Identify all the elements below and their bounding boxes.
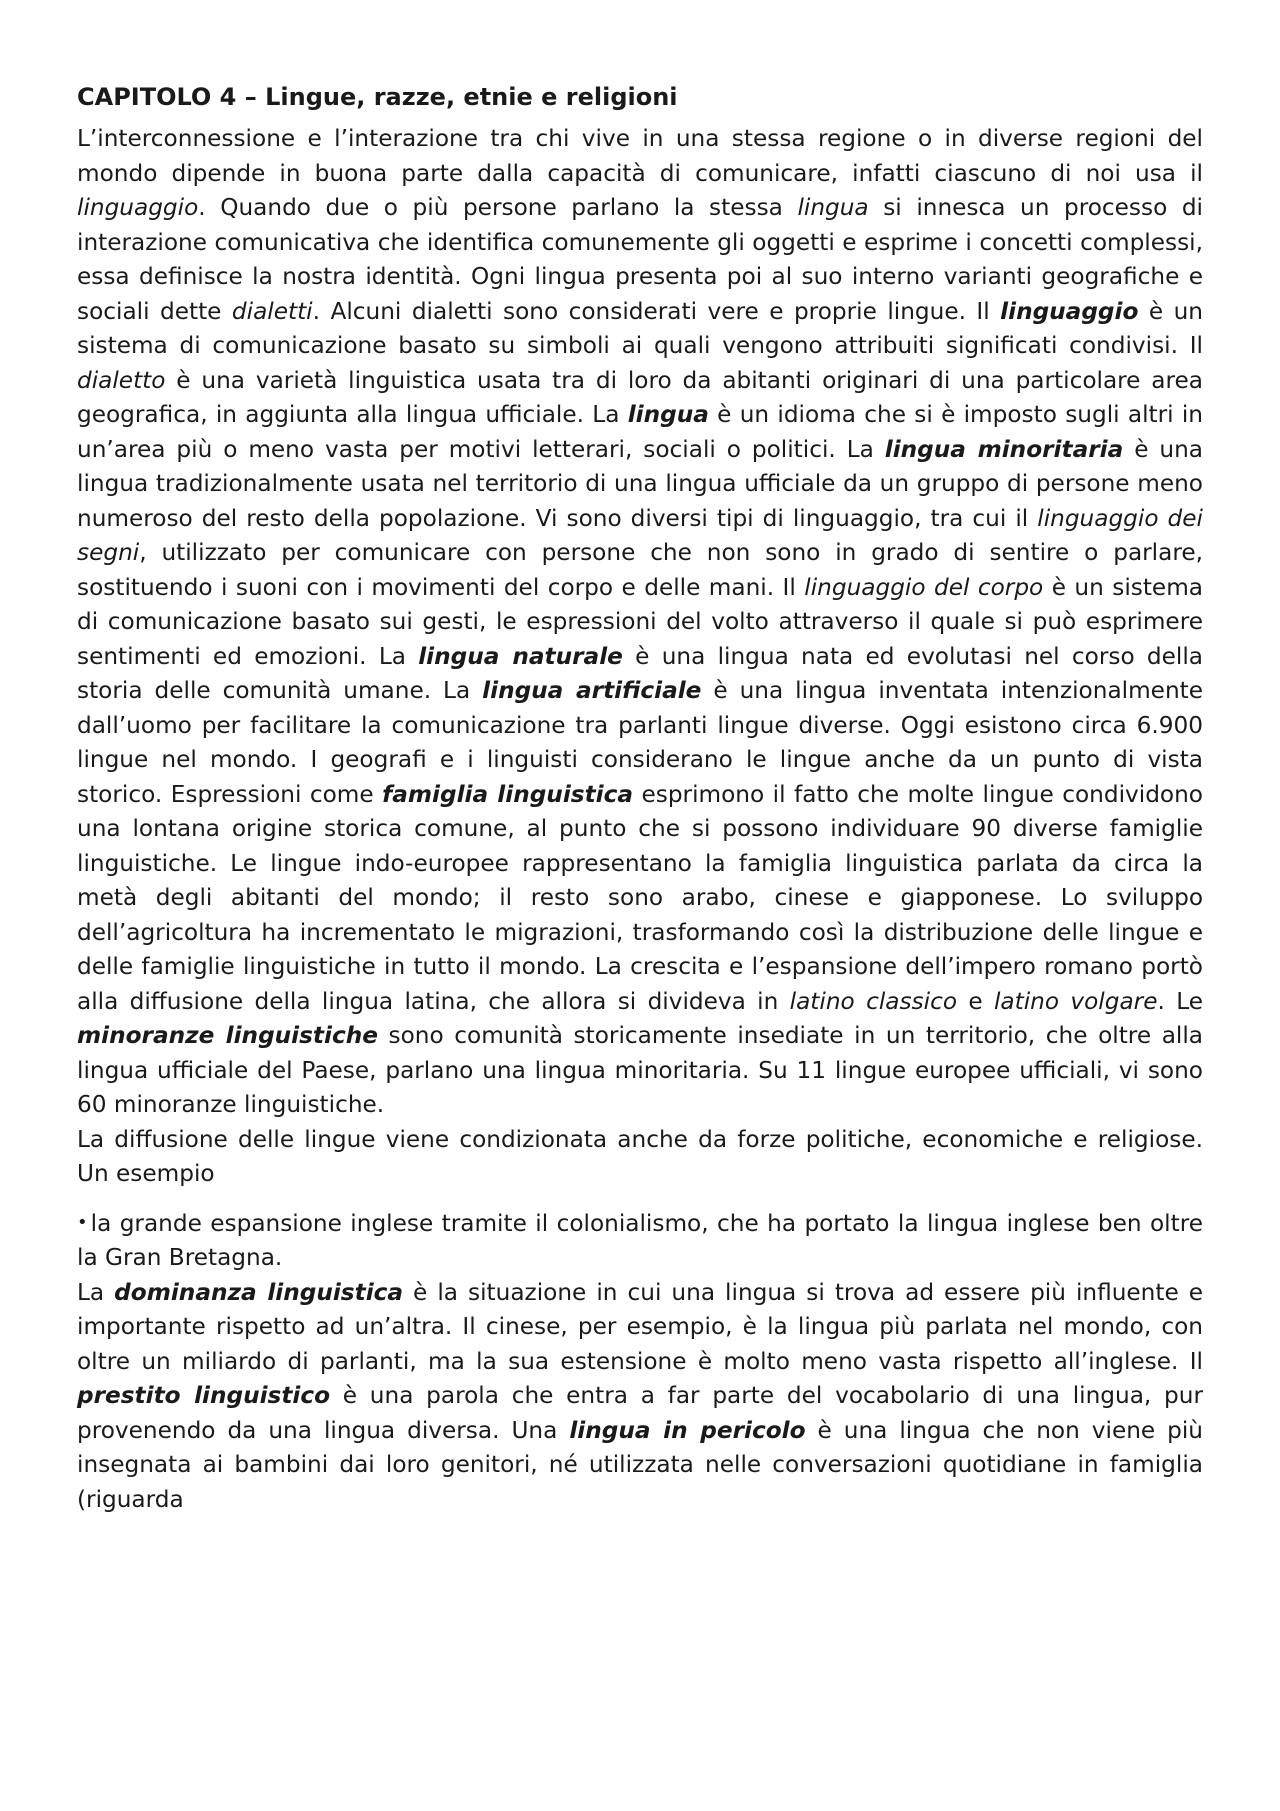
text-run: sono comunità storicamente insediate in un territorio, che oltre alla lingua ufficiale del Paese, parlano una lingua minoritaria. Su 11 lingue europee ufficiali, vi sono 60 minoranze linguistiche.	[77, 1022, 1203, 1118]
paragraph-languages	[77, 122, 1203, 1123]
term-bold-italic: lingua in pericolo	[569, 1416, 806, 1444]
text-run: . Le	[1157, 987, 1203, 1015]
term-bold-italic: lingua minoritaria	[884, 435, 1124, 463]
bullet-text: la grande espansione inglese tramite il colonialismo, che ha portato la lingua inglese ben oltre la Gran Bretagna.	[77, 1209, 1203, 1271]
text-run: è una lingua che non viene più insegnata ai bambini dai loro genitori, né utilizzata nelle conversazioni quotidiane in famiglia (riguarda	[77, 1416, 1204, 1513]
term-italic: linguaggio	[77, 194, 199, 221]
term-bold-italic: famiglia linguistica	[382, 780, 633, 808]
text-run: , utilizzato per comunicare con persone che non sono in grado di sentire o parlare, sostituendo i suoni con i movimenti del corpo e delle mani. Il	[77, 539, 1203, 601]
document-page	[77, 80, 1203, 1517]
term-italic: dialetti	[231, 297, 313, 325]
text-run: esprimono il fatto che molte lingue condividono una lontana origine storica comune, al punto che si possono individuare 90 diverse famiglie linguistiche. Le lingue indo-europee rappresentano la famiglia linguistica parlata da circa la metà degli abitanti del mondo; il resto sono arabo, cinese e giapponese. Lo sviluppo dell’agricoltura ha incrementato le migrazioni, trasformando così la distribuzione delle lingue e delle famiglie linguistiche in tutto il mondo. La crescita e l’espansione dell’impero romano portò alla diffusione della lingua latina, che allora si divideva in	[77, 780, 1203, 1015]
term-italic: linguaggio del corpo	[804, 573, 1044, 601]
text-run: è una parola che entra a far parte del vocabolario di una lingua, pur provenendo da una lingua diversa. Una	[77, 1382, 1203, 1444]
term-bold-italic: minoranze linguistiche	[77, 1022, 378, 1049]
term-bold-italic: lingua artificiale	[482, 677, 702, 704]
text-run: è un sistema di comunicazione basato sui gesti, le espressioni del volto attraverso il quale si può esprimere sentimenti ed emozioni. La	[77, 573, 1203, 670]
text-run: è una lingua tradizionalmente usata nel territorio di una lingua ufficiale da un gruppo di persone meno numeroso del resto della popolazione. Vi sono diversi tipi di linguaggio, tra cui il	[77, 435, 1204, 532]
bullet-item	[77, 1206, 1203, 1276]
term-bold-italic: prestito linguistico	[77, 1382, 331, 1409]
paragraph-dominance	[77, 1276, 1203, 1518]
text-run: L’interconnessione e l’interazione tra chi vive in una stessa regione o in diverse regioni del mondo dipende in buona parte dalla capacità di comunicare, infatti ciascuno di noi usa il	[77, 125, 1203, 187]
paragraph-diffusion: La diffusione delle lingue viene condizionata anche da forze politiche, economiche e religiose. Un esempio	[77, 1125, 1203, 1187]
chapter-title: CAPITOLO 4 – Lingue, razze, etnie e religioni	[77, 83, 678, 111]
text-run: si innesca un processo di interazione comunicativa che identifica comunemente gli oggetti e esprime i concetti complessi, essa definisce la nostra identità. Ogni lingua presenta poi al suo interno varianti geografiche e sociali dette	[77, 194, 1203, 325]
term-italic: latino volgare	[993, 987, 1158, 1015]
term-bold-italic: dominanza linguistica	[114, 1278, 404, 1306]
term-italic: dialetto	[77, 366, 166, 394]
text-run: è una lingua nata ed evolutasi nel corso della storia delle comunità umane. La	[77, 642, 1203, 704]
term-italic: latino classico	[789, 987, 958, 1015]
term-italic: linguaggio dei segni	[77, 504, 1203, 566]
text-run: . Alcuni dialetti sono considerati vere e proprie lingue. Il	[312, 297, 1001, 325]
text-run: La	[77, 1278, 115, 1306]
text-run: è una varietà linguistica usata tra di loro da abitanti originari di una particolare area geografica, in aggiunta alla lingua ufficiale. La	[77, 366, 1203, 428]
text-run: e	[957, 987, 994, 1015]
term-bold-italic: lingua	[627, 401, 709, 428]
text-run: è la situazione in cui una lingua si trova ad essere più influente e importante rispetto ad un’altra. Il cinese, per esempio, è la lingua più parlata nel mondo, con oltre un miliardo di parlanti, ma la sua estensione è molto meno vasta rispetto all’inglese. Il	[77, 1278, 1204, 1375]
text-run: è un sistema di comunicazione basato su simboli ai quali vengono attribuiti significati condivisi. Il	[77, 297, 1203, 359]
text-run: è una lingua inventata intenzionalmente dall’uomo per facilitare la comunicazione tra parlanti lingue diverse. Oggi esistono circa 6.900 lingue nel mondo. I geografi e i linguisti considerano le lingue anche da un punto di vista storico. Espressioni come	[77, 677, 1204, 808]
text-run: è un idioma che si è imposto sugli altri in un’area più o meno vasta per motivi letterari, sociali o politici. La	[77, 401, 1203, 463]
term-bold-italic: lingua naturale	[418, 642, 623, 670]
text-run: . Quando due o più persone parlano la stessa	[198, 194, 798, 221]
term-bold-italic: linguaggio	[1000, 297, 1139, 325]
term-italic: lingua	[797, 194, 869, 221]
bullet-marker: •	[77, 1211, 88, 1233]
